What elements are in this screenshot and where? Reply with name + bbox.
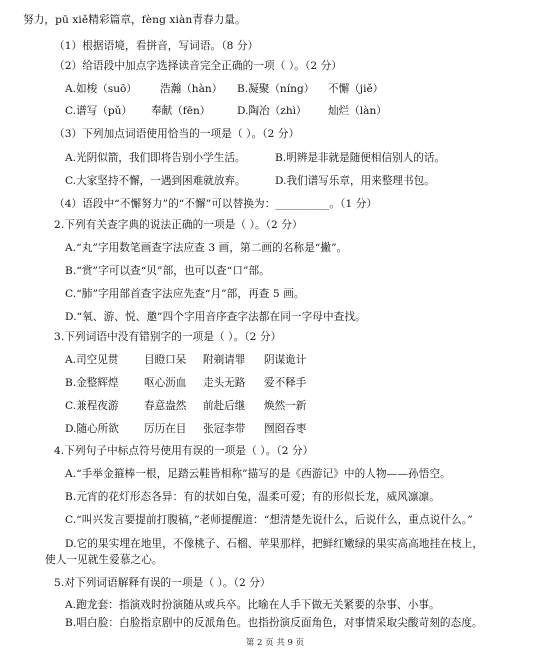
question-5: 5.对下列词语解释有误的一项是（ ）。（2 分） xyxy=(54,577,271,589)
option-d: D.随心所欲 xyxy=(65,423,119,435)
option-d: D.它的果实埋在地里，不像桃子、石榴、苹果那样，把鲜红嫩绿的果实高高地挂在枝上， xyxy=(65,538,484,550)
option-a: A.司空见贯 xyxy=(65,354,119,366)
option-d-word3: 张冠李带 xyxy=(203,423,246,435)
option-c-word4: 焕然一新 xyxy=(264,400,307,412)
option-b-word2: 呕心沥血 xyxy=(144,377,187,389)
option-c: C.兼程夜游 xyxy=(65,400,119,412)
option-d: D.“氧、游、悦、邀”四个字用音序查字法都在同一字母中查找。 xyxy=(65,311,366,323)
option-a: A.跑龙套：指演戏时扮演随从或兵卒。比喻在人手下做无关紧要的杂事、小事。 xyxy=(65,599,440,611)
option-b: B.“赏”字可以查“贝”部，也可以查“口”部。 xyxy=(65,265,270,277)
option-b-word2: 不懈（jiě） xyxy=(328,83,384,95)
option-b: B.唱白脸：白脸指京剧中的反派角色。也指扮演反面角色，对事情采取尖酸苛刻的态度。 xyxy=(65,617,483,629)
option-d-word4: 囫囵吞枣 xyxy=(264,423,307,435)
option-d-word2: 厉历在目 xyxy=(144,423,187,435)
option-b: B.金整辉煌 xyxy=(65,377,119,389)
option-b-word3: 走头无路 xyxy=(203,377,246,389)
question-1-3: （3）下列加点词语使用恰当的一项是（ ）。（2 分） xyxy=(54,128,300,140)
option-a: A.如梭（suō） xyxy=(65,83,138,95)
option-c: C.谱写（pǔ） xyxy=(65,105,133,117)
option-c-word3: 前赴后继 xyxy=(203,400,246,412)
option-c: C.“叫兴发言要提前打腹稿，”老师提醒道：“想清楚先说什么，后说什么，重点说什么。” xyxy=(65,514,473,526)
question-2: 2.下列有关查字典的说法正确的一项是（ ）。（2 分） xyxy=(54,219,303,231)
option-b-word4: 爱不释手 xyxy=(264,377,307,389)
option-b: B.凝聚（níng） xyxy=(237,83,315,95)
option-a-word2: 目瞪口呆 xyxy=(144,354,187,366)
option-c-word2: 春意盎然 xyxy=(144,400,187,412)
option-a: A.光阴似箭，我们即将告别小学生活。 xyxy=(65,152,246,164)
option-d-continued: 使人一见就生爱慕之心。 xyxy=(45,554,163,566)
question-3: 3.下列词语中没有错别字的一项是（ ）。（2 分） xyxy=(54,331,282,343)
option-c: C.大家坚持不懈，一遇到困难就放弃。 xyxy=(65,175,246,187)
question-1-4: （4）语段中“不懈努力”的“不懈”可以替换为：__________。（1 分） xyxy=(54,198,378,210)
option-a-word4: 阴谋诡计 xyxy=(264,354,307,366)
question-1-2: （2）给语段中加点字选择读音完全正确的一项（ ）。（2 分） xyxy=(54,60,343,72)
option-c: C.“肺”字用部首查字法应先查“月”部，再查 5 画。 xyxy=(65,288,305,300)
option-b: B.明辨是非就是随便相信别人的话。 xyxy=(275,152,446,164)
option-d: D.陶冶（zhì） xyxy=(237,105,307,117)
option-a: A.“手举金箍棒一根，足踏云鞋皆相称”描写的是《西游记》中的人物——孙悟空。 xyxy=(65,468,451,480)
option-d-word2: 灿烂（làn） xyxy=(328,105,387,117)
option-a: A.“丸”字用数笔画查字法应查 3 画，第二画的名称是“撇”。 xyxy=(65,242,348,254)
option-b: B.元宵的花灯形态各异：有的状如白兔，温柔可爱；有的形似长龙，威风凛凛。 xyxy=(65,491,440,503)
text-line-1: 努力，pū xiě精彩篇章，fèng xiàn青春力量。 xyxy=(23,14,246,26)
page-footer: 第 2 页 共 9 页 xyxy=(245,638,305,648)
option-d: D.我们谱写乐章，用来整理书包。 xyxy=(275,175,435,187)
option-c-word2: 奉献（fēn） xyxy=(151,105,211,117)
question-4: 4.下列句子中标点符号使用有误的一项是（ ）。（2 分） xyxy=(54,445,314,457)
question-1-1: （1）根据语境，看拼音，写词语。（8 分） xyxy=(54,40,259,52)
option-a-word2: 浩瀚（hàn） xyxy=(160,83,223,95)
option-a-word3: 附剃请罪 xyxy=(203,354,246,366)
